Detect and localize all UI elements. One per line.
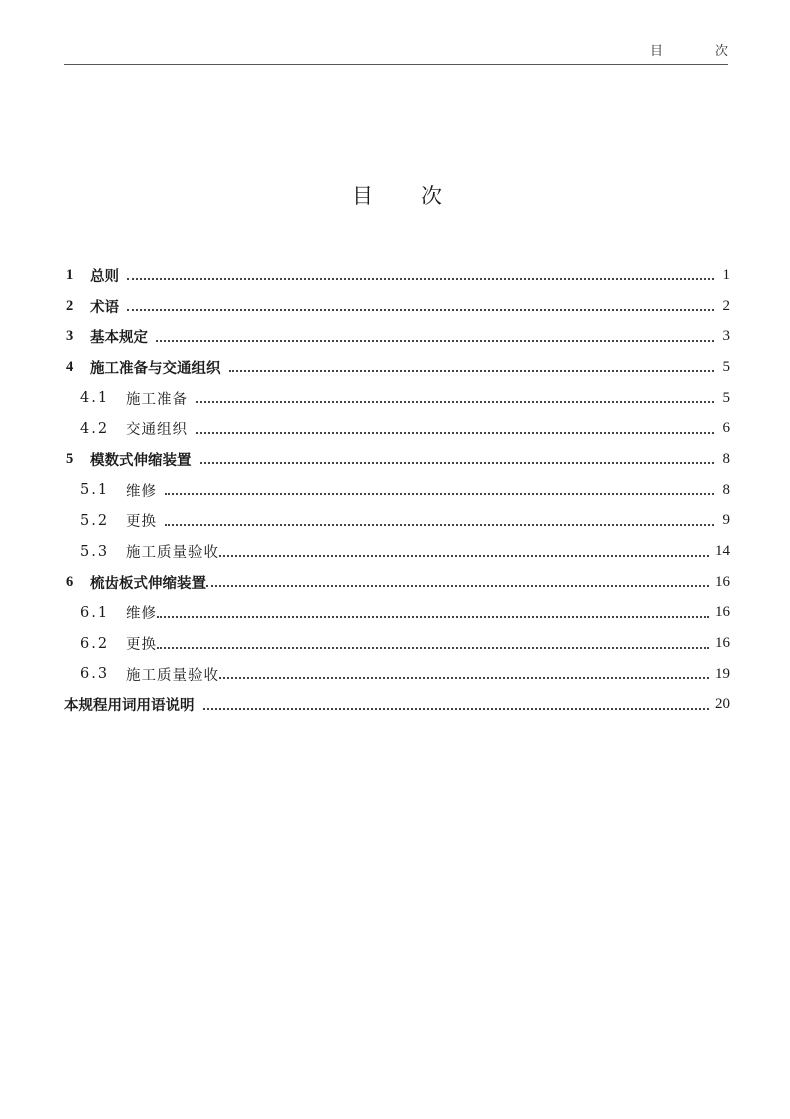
toc-entry-page: 1 <box>722 266 730 283</box>
toc-entry-title: 维修 <box>126 606 157 623</box>
toc-entry[interactable] <box>64 536 730 567</box>
toc-entry-title: 总则 <box>90 268 119 285</box>
toc-entry-title: 更换 <box>126 514 157 531</box>
toc-entry-page: 6 <box>722 420 730 437</box>
toc-dot-leader <box>206 571 709 587</box>
page-title-part-2: 次 <box>421 184 442 208</box>
toc-dot-leader <box>165 479 714 495</box>
toc-entry[interactable] <box>64 444 730 475</box>
toc-entry-page: 19 <box>715 665 730 682</box>
toc-entry-page: 8 <box>722 450 730 467</box>
running-header-title-2: 次 <box>714 44 728 59</box>
toc-entry-page: 16 <box>715 604 730 621</box>
toc-entry-number: 5.3 <box>80 543 110 560</box>
toc-entry-number: 5.1 <box>80 482 110 499</box>
toc-entry[interactable] <box>64 567 730 598</box>
toc-entry-number: 1 <box>66 266 74 283</box>
toc-entry-title: 更换 <box>126 637 157 654</box>
toc-dot-leader <box>200 448 715 464</box>
toc-entry[interactable] <box>64 506 730 537</box>
toc-entry-title: 施工质量验收 <box>126 667 219 684</box>
toc-entry-title: 本规程用词用语说明 <box>64 698 195 715</box>
toc-entry-title: 基本规定 <box>90 330 148 347</box>
toc-entry-title: 交通组织 <box>126 422 188 439</box>
toc-entry-page: 5 <box>722 358 730 375</box>
toc-entry[interactable] <box>64 383 730 414</box>
toc-entry-page: 2 <box>722 297 730 314</box>
toc-entry-title: 梳齿板式伸缩装置 <box>90 575 206 592</box>
toc-dot-leader <box>196 418 714 434</box>
toc-entry-number: 6.1 <box>80 604 110 621</box>
toc-entry-number: 2 <box>66 297 74 314</box>
toc-dot-leader <box>127 295 714 311</box>
toc-entry[interactable] <box>64 291 730 322</box>
toc-entry-number: 6 <box>66 573 74 590</box>
toc-dot-leader <box>157 602 709 618</box>
toc-entry-page: 20 <box>715 696 730 713</box>
toc-entry[interactable] <box>64 321 730 352</box>
toc-entry-page: 16 <box>715 635 730 652</box>
toc-dot-leader <box>196 387 714 403</box>
toc-entry[interactable] <box>64 352 730 383</box>
toc-entry-number: 4 <box>66 358 74 375</box>
page-title-part-1: 目 <box>352 184 373 208</box>
toc-entry-title: 维修 <box>126 483 157 500</box>
toc-entry-page: 16 <box>715 573 730 590</box>
toc-entry[interactable] <box>64 475 730 506</box>
page-title <box>352 180 442 210</box>
toc-dot-leader <box>219 663 709 679</box>
toc-entry-number: 4.2 <box>80 420 110 437</box>
toc-entry-page: 14 <box>715 543 730 560</box>
toc-entry-number: 5.2 <box>80 512 110 529</box>
toc-entry-title: 模数式伸缩装置 <box>90 452 192 469</box>
toc-dot-leader <box>127 264 714 280</box>
toc-entry-page: 9 <box>722 512 730 529</box>
toc-entry[interactable] <box>64 628 730 659</box>
table-of-contents <box>64 260 730 720</box>
toc-entry-number: 6.3 <box>80 666 110 683</box>
toc-dot-leader <box>229 356 715 372</box>
toc-entry-number: 4.1 <box>80 390 110 407</box>
toc-dot-leader <box>203 694 710 710</box>
toc-entry[interactable] <box>64 260 730 291</box>
toc-entry-title: 施工质量验收 <box>126 545 219 562</box>
running-header <box>650 40 728 59</box>
toc-entry-title: 施工准备 <box>126 391 188 408</box>
running-header-title-1: 目 <box>650 44 664 59</box>
toc-entry-title: 术语 <box>90 299 119 316</box>
toc-entry[interactable] <box>64 598 730 629</box>
toc-dot-leader <box>219 541 709 557</box>
toc-entry-page: 5 <box>722 389 730 406</box>
toc-dot-leader <box>165 510 714 526</box>
toc-entry-page: 3 <box>722 328 730 345</box>
toc-entry[interactable] <box>64 413 730 444</box>
toc-entry-number: 6.2 <box>80 635 110 652</box>
toc-dot-leader <box>157 633 709 649</box>
toc-entry-number: 5 <box>66 450 74 467</box>
toc-entry-number: 3 <box>66 328 74 345</box>
toc-dot-leader <box>156 326 714 342</box>
header-rule <box>64 64 728 65</box>
toc-entry-title: 施工准备与交通组织 <box>90 360 221 377</box>
toc-entry-page: 8 <box>722 481 730 498</box>
toc-entry[interactable] <box>64 690 730 721</box>
toc-entry[interactable] <box>64 659 730 690</box>
